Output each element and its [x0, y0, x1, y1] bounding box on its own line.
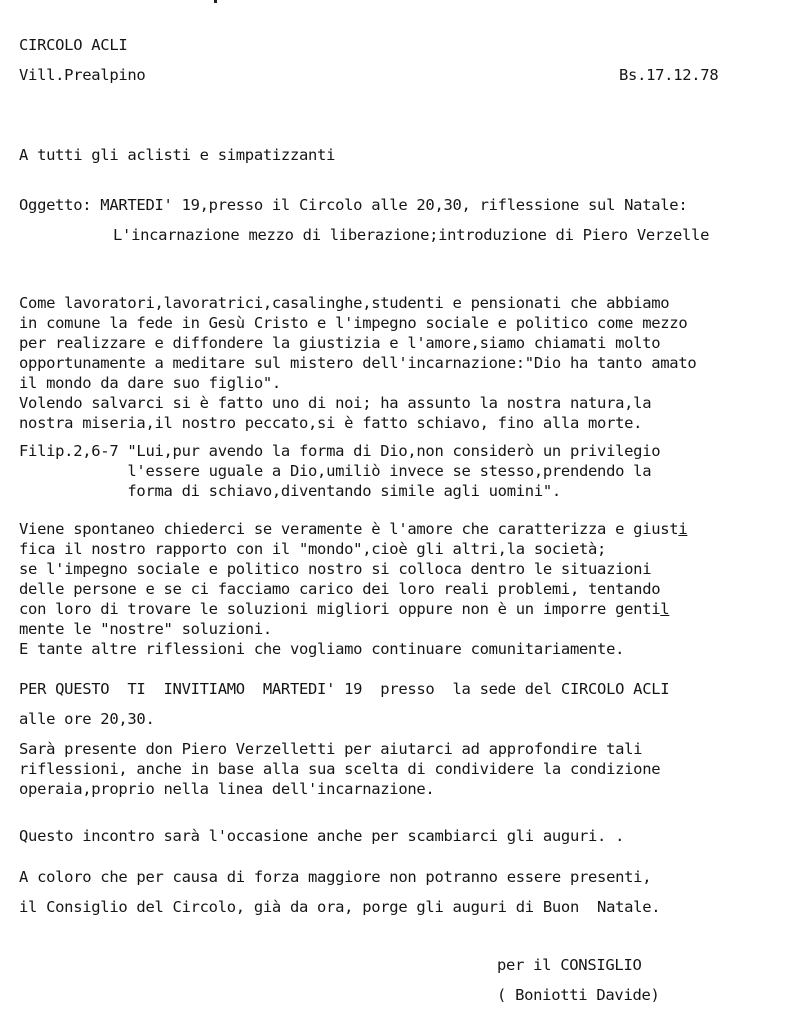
paragraph2-line: E tante altre riflessioni che vogliamo continuare comunitariamente.	[19, 640, 625, 658]
letter-date: Bs.17.12.78	[619, 66, 719, 84]
paragraph2-line	[19, 520, 687, 539]
subject-line-2: L'incarnazione mezzo di liberazione;introduzione di Piero Verzelle	[113, 226, 710, 244]
greeting-line: Questo incontro sarà l'occasione anche per scambiarci gli auguri. .	[19, 827, 625, 845]
paragraph1-line: Come lavoratori,lavoratrici,casalinghe,studenti e pensionati che abbiamo	[19, 294, 670, 312]
paragraph3-line: Sarà presente don Piero Verzelletti per aiutarci ad approfondire tali	[19, 740, 643, 758]
signature-title: per il CONSIGLIO	[497, 956, 642, 974]
paragraph1-line: opportunamente a meditare sul mistero dell'incarnazione:"Dio ha tanto amato	[19, 354, 697, 372]
paragraph1-line: in comune la fede in Gesù Cristo e l'impegno sociale e politico come mezzo	[19, 314, 688, 332]
invitation-line-2: alle ore 20,30.	[19, 710, 155, 728]
top-mark	[214, 0, 217, 3]
place-name: Vill.Prealpino	[19, 66, 146, 84]
paragraph3-line: operaia,proprio nella linea dell'incarnazione.	[19, 780, 435, 798]
paragraph2-line1-underlined: i	[678, 520, 688, 538]
org-name: CIRCOLO ACLI	[19, 36, 128, 54]
quote-line: Filip.2,6-7 "Lui,pur avendo la forma di Dio,non considerò un privilegio	[19, 442, 661, 460]
invitation-line-1: PER QUESTO TI INVITIAMO MARTEDI' 19 presso la sede del CIRCOLO ACLI	[19, 680, 670, 698]
subject-line-1: Oggetto: MARTEDI' 19,presso il Circolo alle 20,30, riflessione sul Natale:	[19, 196, 688, 214]
paragraph2-line5-text: con loro di trovare le soluzioni migliori oppure non è un imporre genti	[19, 600, 661, 618]
quote-line: l'essere uguale a Dio,umiliò invece se stesso,prendendo la	[19, 462, 652, 480]
paragraph1-line: per realizzare e diffondere la giustizia e l'amore,siamo chiamati molto	[19, 334, 661, 352]
paragraph2-line	[19, 600, 669, 619]
closing-line-2: il Consiglio del Circolo, già da ora, porge gli auguri di Buon Natale.	[19, 898, 661, 916]
closing-line-1: A coloro che per causa di forza maggiore non potranno essere presenti,	[19, 868, 652, 886]
paragraph2-line: delle persone e se ci facciamo carico dei loro reali problemi, tentando	[19, 580, 661, 598]
paragraph2-line: se l'impegno sociale e politico nostro si colloca dentro le situazioni	[19, 560, 652, 578]
paragraph2-line: mente le "nostre" soluzioni.	[19, 620, 272, 638]
paragraph1-line: nostra miseria,il nostro peccato,si è fatto schiavo, fino alla morte.	[19, 414, 643, 432]
recipients-line: A tutti gli aclisti e simpatizzanti	[19, 146, 336, 164]
paragraph3-line: riflessioni, anche in base alla sua scelta di condividere la condizione	[19, 760, 661, 778]
paragraph1-line: Volendo salvarci si è fatto uno di noi; ha assunto la nostra natura,la	[19, 394, 652, 412]
paragraph2-line: fica il nostro rapporto con il "mondo",cioè gli altri,la società;	[19, 540, 607, 558]
paragraph1-line: il mondo da dare suo figlio".	[19, 374, 281, 392]
signature-name: ( Boniotti Davide)	[497, 986, 660, 1004]
paragraph2-line5-underlined: l	[660, 600, 670, 618]
quote-line: forma di schiavo,diventando simile agli uomini".	[19, 482, 561, 500]
paragraph2-line1-text: Viene spontaneo chiederci se veramente è l'amore che caratterizza e giust	[19, 520, 679, 538]
